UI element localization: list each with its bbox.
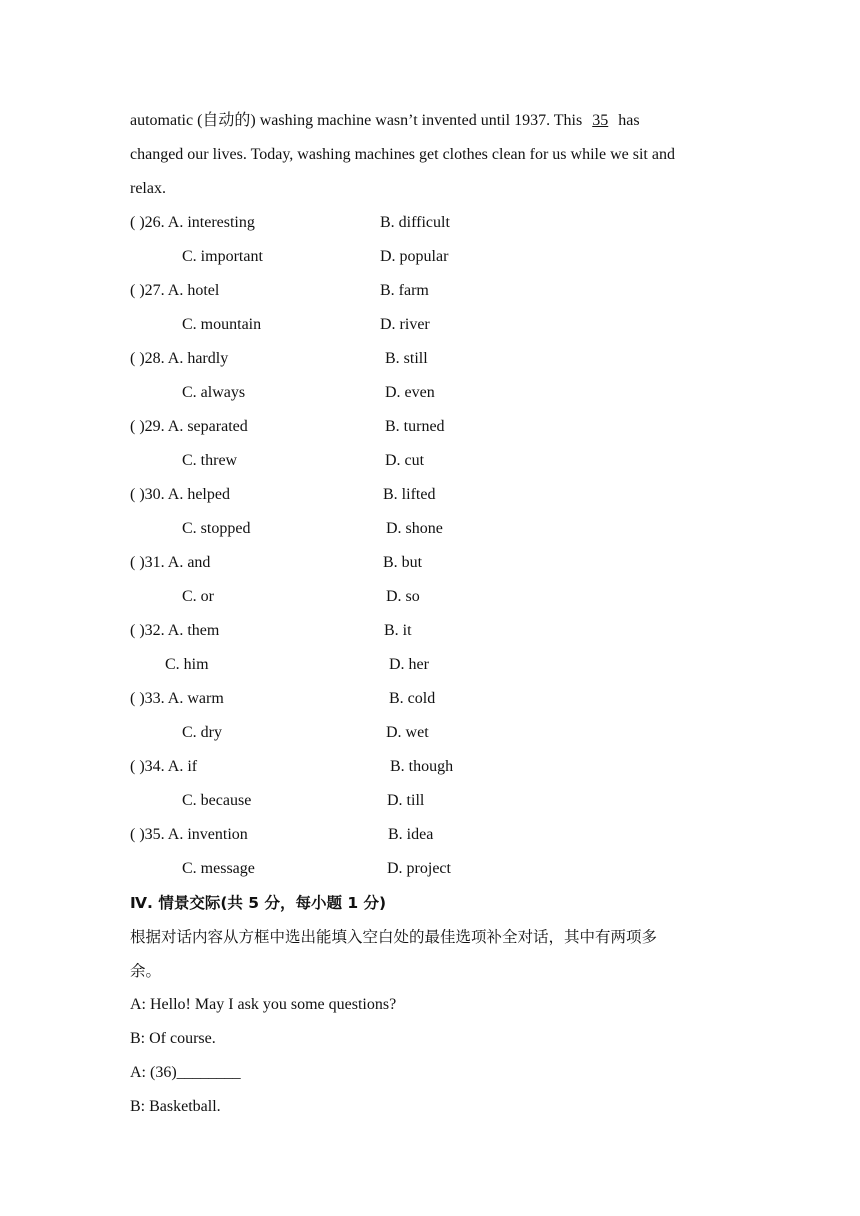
question-row [130, 274, 750, 308]
option-b: B. lifted [383, 486, 436, 503]
question-stem: ( )30. A. helped [130, 486, 230, 503]
question-stem: ( )33. A. warm [130, 690, 224, 707]
option-d: D. project [387, 860, 451, 877]
document-page [130, 104, 750, 1124]
question-stem: ( )32. A. them [130, 622, 220, 639]
option-d: D. river [380, 316, 430, 333]
option-b: B. farm [380, 282, 429, 299]
option-b: B. it [384, 622, 412, 639]
question-row [130, 206, 750, 240]
question-row [130, 750, 750, 784]
option-d: D. even [385, 384, 435, 401]
question-row [130, 376, 750, 410]
question-row [130, 342, 750, 376]
passage-text: automatic (自动的) washing machine wasn’t invented until 1937. This [130, 112, 583, 129]
option-b: B. cold [389, 690, 436, 707]
option-c: C. mountain [182, 316, 262, 333]
dialogue-line: A: (36)________ [130, 1064, 241, 1081]
passage-line-1 [130, 104, 750, 138]
question-stem: ( )29. A. separated [130, 418, 248, 435]
section-heading: Ⅳ. 情景交际(共 5 分，每小题 1 分) [130, 894, 387, 912]
option-b: B. though [390, 758, 454, 775]
option-b: B. still [385, 350, 428, 367]
option-c: C. because [182, 792, 252, 809]
question-stem: ( )34. A. if [130, 758, 198, 775]
dialogue-line: A: Hello! May I ask you some questions? [130, 996, 397, 1013]
option-d: D. till [387, 792, 425, 809]
question-row [130, 648, 750, 682]
option-d: D. her [389, 656, 429, 673]
question-list [130, 206, 750, 886]
option-b: B. turned [385, 418, 445, 435]
question-row [130, 580, 750, 614]
question-stem: ( )27. A. hotel [130, 282, 220, 299]
question-row [130, 240, 750, 274]
option-d: D. so [386, 588, 420, 605]
question-row [130, 410, 750, 444]
question-row [130, 716, 750, 750]
question-row [130, 546, 750, 580]
question-row [130, 784, 750, 818]
option-d: D. shone [386, 520, 443, 537]
option-c: C. threw [182, 452, 238, 469]
question-row [130, 512, 750, 546]
option-c: C. stopped [182, 520, 251, 537]
option-b: B. difficult [380, 214, 450, 231]
passage-line-3: relax. [130, 180, 166, 197]
option-c: C. always [182, 384, 246, 401]
option-d: D. wet [386, 724, 429, 741]
question-stem: ( )35. A. invention [130, 826, 248, 843]
question-row [130, 682, 750, 716]
option-c: C. dry [182, 724, 222, 741]
dialogue-line: B: Basketball. [130, 1098, 221, 1115]
section-instruction: 根据对话内容从方框中选出能填入空白处的最佳选项补全对话，其中有两项多 [130, 928, 658, 946]
question-row [130, 308, 750, 342]
option-c: C. message [182, 860, 255, 877]
option-b: B. idea [388, 826, 434, 843]
passage-line-2: changed our lives. Today, washing machines get clothes clean for us while we sit and [130, 146, 675, 163]
passage-text: has [618, 112, 640, 129]
question-row [130, 478, 750, 512]
question-row [130, 614, 750, 648]
option-d: D. cut [385, 452, 425, 469]
option-c: C. important [182, 248, 263, 265]
option-d: D. popular [380, 248, 449, 265]
option-c: C. him [165, 656, 209, 673]
question-row [130, 852, 750, 886]
dialogue [130, 988, 750, 1124]
dialogue-line: B: Of course. [130, 1030, 216, 1047]
blank-35: 35 [592, 112, 609, 129]
option-b: B. but [383, 554, 423, 571]
question-row [130, 818, 750, 852]
question-stem: ( )31. A. and [130, 554, 211, 571]
question-stem: ( )28. A. hardly [130, 350, 229, 367]
section-instruction: 余。 [130, 962, 162, 980]
option-c: C. or [182, 588, 214, 605]
question-row [130, 444, 750, 478]
question-stem: ( )26. A. interesting [130, 214, 255, 231]
